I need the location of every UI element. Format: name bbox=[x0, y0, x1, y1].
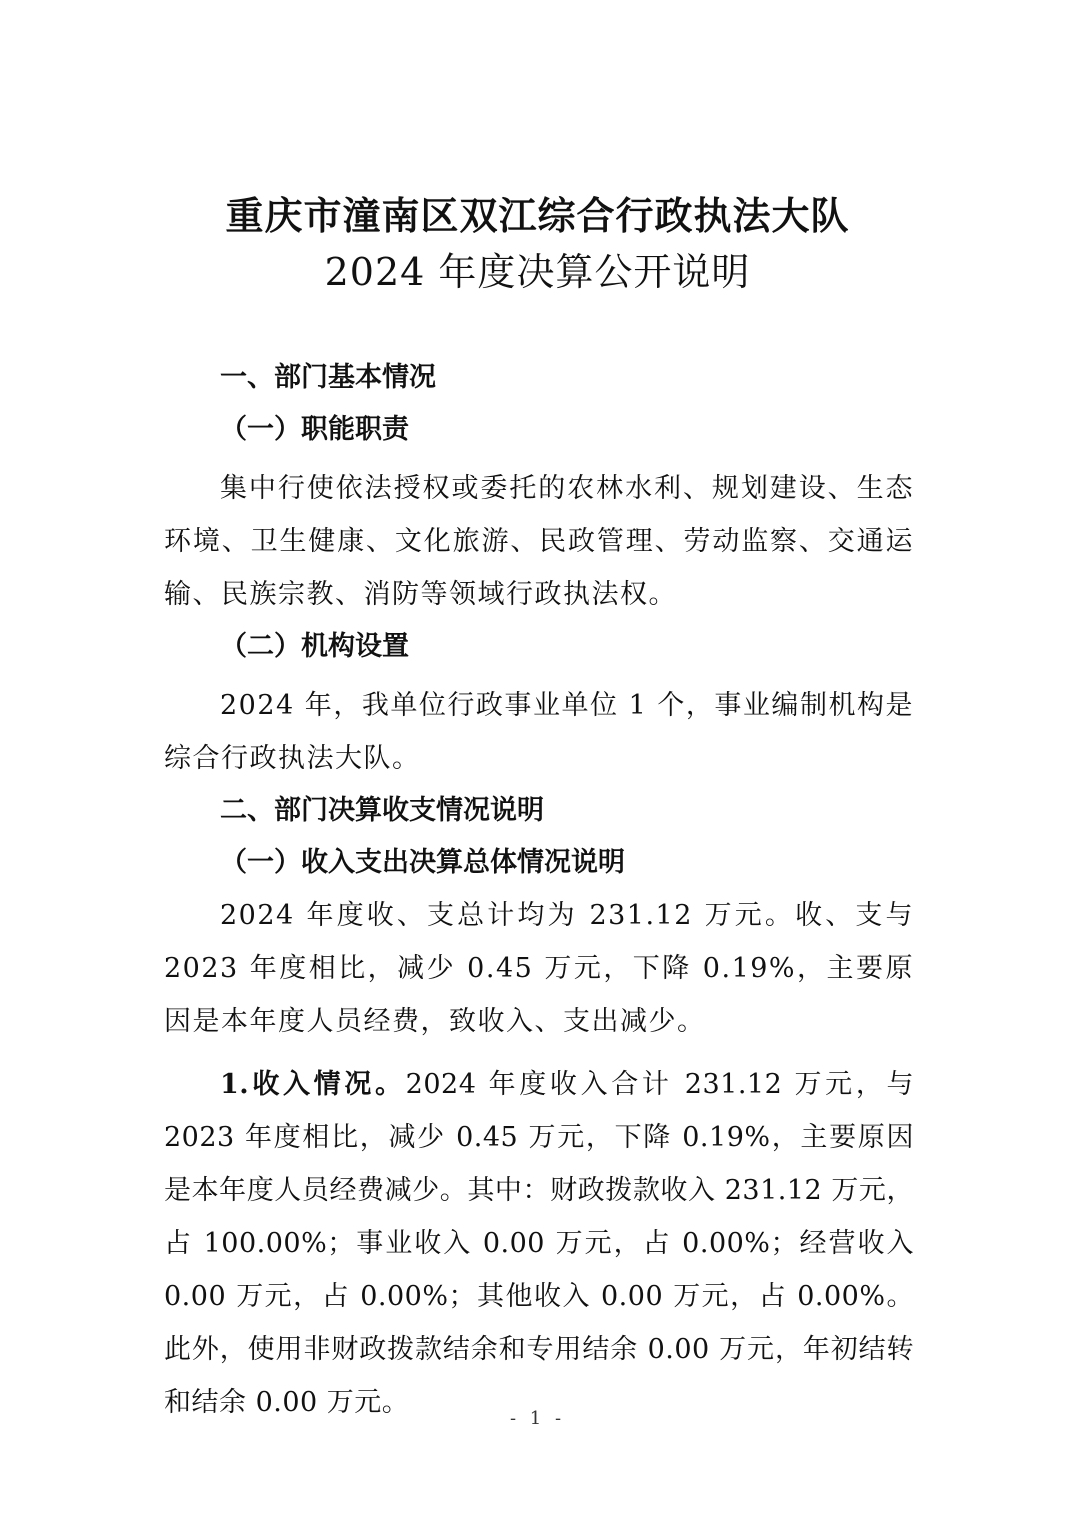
subsection-heading-overall: （一）收入支出决算总体情况说明 bbox=[220, 847, 625, 878]
title-line-2: 2024 年度决算公开说明 bbox=[324, 250, 751, 294]
paragraph-overall: 2024 年度收、支总计均为 231.12 万元。收、支与 2023 年度相比，减少 0.45 万元，下降 0.19%，主要原因是本年度人员经费，致收入、支出减少。 bbox=[164, 900, 914, 1037]
title-line-1: 重庆市潼南区双江综合行政执法大队 bbox=[225, 193, 850, 238]
income-lead: 1.收入情况。 bbox=[220, 1069, 406, 1100]
paragraph-income bbox=[164, 1058, 914, 1429]
paragraph-organization: 2024 年，我单位行政事业单位 1 个，事业编制机构是综合行政执法大队。 bbox=[164, 690, 914, 774]
income-text: 2024 年度收入合计 231.12 万元，与 2023 年度相比，减少 0.45 万元，下降 0.19%，主要原因是本年度人员经费减少。其中：财政拨款收入 231.12 万元，占 100.00%；事业收入 0.00 万元，占 0.00%；经营收入 0.00 万元，占 0.00%；其他收入 0.00 万元，占 0.00%。此外，使用非财政拨款结余和专用结余 0.00 万元，年初结转和结余 0.00 万元。 bbox=[164, 1069, 915, 1418]
document-body bbox=[164, 352, 914, 1429]
subsection-heading-organization: （二）机构设置 bbox=[220, 631, 409, 662]
document-title bbox=[0, 188, 1075, 300]
page-number: - 1 - bbox=[509, 1408, 566, 1429]
section-heading-basic-info: 一、部门基本情况 bbox=[220, 362, 436, 393]
paragraph-functions: 集中行使依法授权或委托的农林水利、规划建设、生态环境、卫生健康、文化旅游、民政管理、劳动监察、交通运输、民族宗教、消防等领域行政执法权。 bbox=[164, 473, 914, 610]
section-heading-budget: 二、部门决算收支情况说明 bbox=[220, 795, 544, 826]
subsection-heading-functions: （一）职能职责 bbox=[220, 414, 409, 445]
